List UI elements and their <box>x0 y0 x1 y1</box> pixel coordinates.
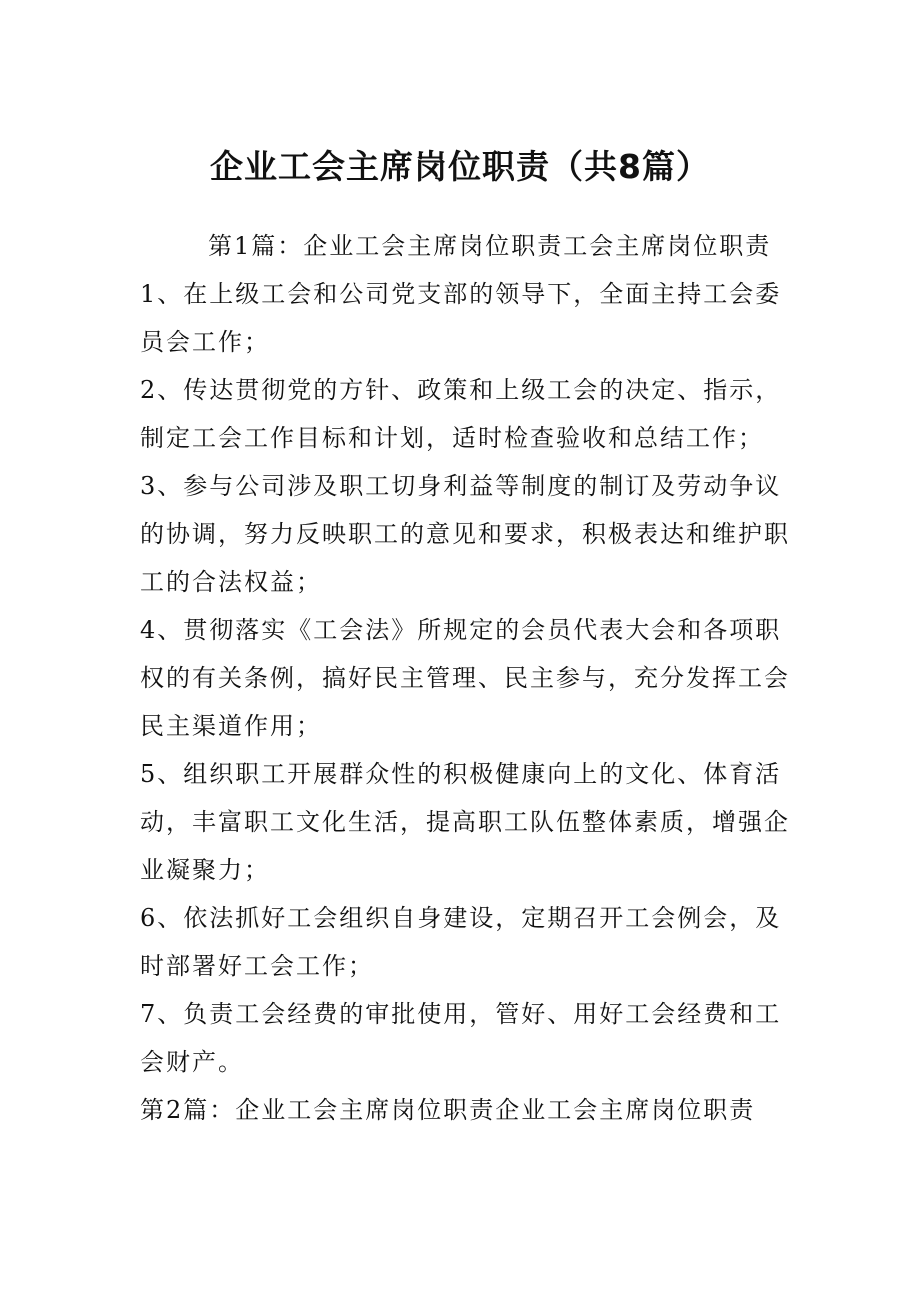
paragraph-item-6: 6、依法抓好工会组织自身建设，定期召开工会例会，及时部署好工会工作； <box>140 904 782 980</box>
paragraph-item-5: 5、组织职工开展群众性的积极健康向上的文化、体育活动，丰富职工文化生活，提高职工队伍整体素质，增强企业凝聚力； <box>140 760 790 884</box>
document-title: 企业工会主席岗位职责（共8篇） <box>210 147 710 186</box>
section-heading-1: 第1篇：企业工会主席岗位职责工会主席岗位职责 <box>208 232 772 260</box>
document-body <box>140 222 790 1134</box>
paragraph-item-3: 3、参与公司涉及职工切身利益等制度的制订及劳动争议的协调，努力反映职工的意见和要求，积极表达和维护职工的合法权益； <box>140 472 790 596</box>
paragraph-item-7: 7、负责工会经费的审批使用，管好、用好工会经费和工会财产。 <box>140 1000 782 1076</box>
section-heading-2: 第2篇：企业工会主席岗位职责企业工会主席岗位职责 <box>140 1096 756 1124</box>
paragraph-item-4: 4、贯彻落实《工会法》所规定的会员代表大会和各项职权的有关条例，搞好民主管理、民主参与，充分发挥工会民主渠道作用； <box>140 616 790 740</box>
paragraph-item-1: 1、在上级工会和公司党支部的领导下，全面主持工会委员会工作； <box>140 280 782 356</box>
paragraph-item-2: 2、传达贯彻党的方针、政策和上级工会的决定、指示，制定工会工作目标和计划，适时检查验收和总结工作； <box>140 376 782 452</box>
